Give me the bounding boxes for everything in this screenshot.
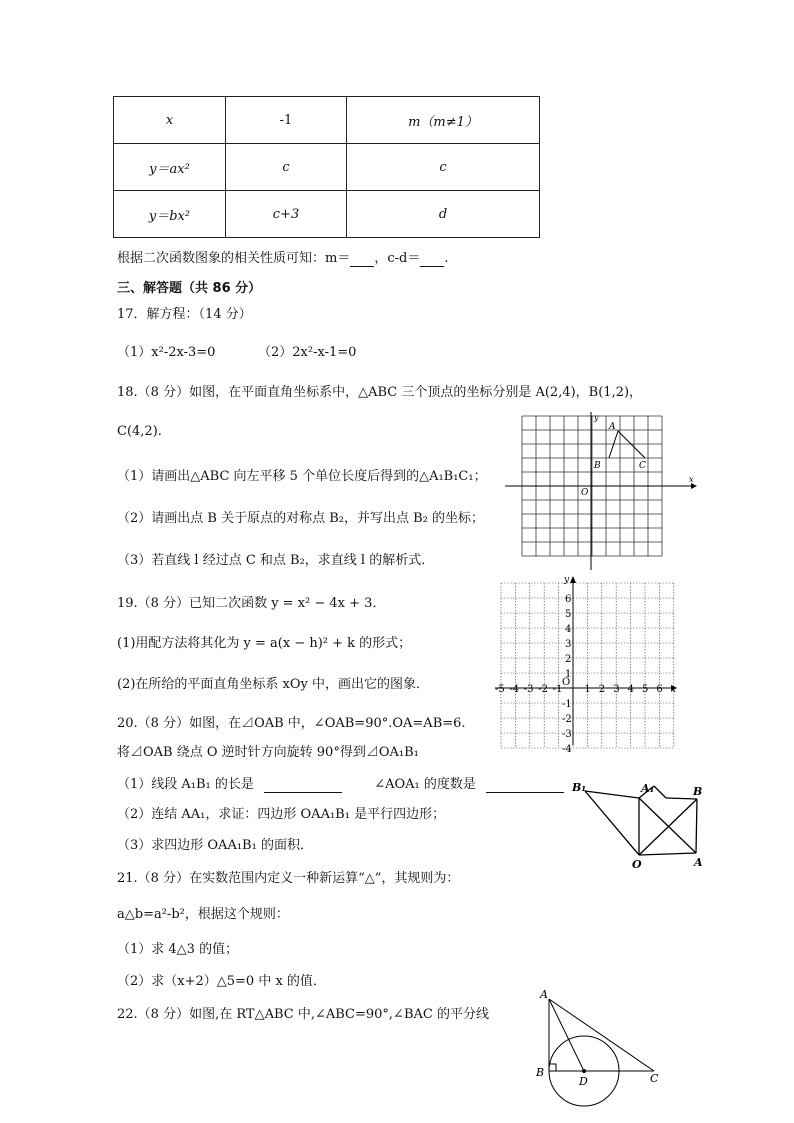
x-tick-label: 1 [584,684,591,695]
x-tick-label: 5 [642,684,649,695]
label-d: D [579,1075,588,1088]
q18-sub1: （1）请画出△ABC 向左平移 5 个单位长度后得到的△A₁B₁C₁； [117,469,487,484]
segment-top [666,798,697,799]
y-tick-label: -4 [562,744,572,755]
q20-sub3: （3）求四边形 OAA₁B₁ 的面积． [117,838,313,853]
y-axis-arrow [570,576,576,583]
y-tick-label: -2 [562,714,572,725]
label-c: C [639,461,646,471]
x-tick-label: 4 [627,684,634,695]
x-tick-label: -2 [538,684,548,695]
x-tick-label: -4 [509,684,520,695]
q21-line2: a△b=a²-b²，根据这个规则： [117,907,289,922]
y-tick-label: -1 [562,699,572,710]
table-cell: -1 [226,97,347,144]
segment-a1a [639,798,696,853]
label-c: C [650,1072,659,1085]
y-tick-label: -3 [562,729,572,740]
segment-b1o [585,791,639,855]
y-tick-label: 5 [565,609,572,620]
table-cell: c [347,144,540,191]
section-heading: 三、解答题（共 86 分） [117,281,262,296]
table-cell: y＝bx² [114,191,226,238]
answer-blank[interactable] [420,251,444,267]
label-b: B [693,785,703,798]
y-tick-label: 3 [565,639,572,650]
y-tick-label: 1 [565,669,572,680]
label-y: y [594,413,599,422]
label-a: A [609,422,616,432]
label-y: y [564,575,570,585]
q22-figure [532,985,672,1110]
q18-sub3: （3）若直线 l 经过点 C 和点 B₂，求直线 l 的解析式． [117,553,435,568]
label-a1: A₁ [641,782,655,795]
segment-b1a1 [585,791,639,798]
label-b: B [536,1066,545,1079]
q20-figure [568,778,718,870]
y-tick-label: 4 [565,624,572,635]
table-cell: y＝ax² [114,144,226,191]
label-origin: O [581,488,589,498]
q18-line2: C(4,2). [117,424,162,439]
label-a: A [694,856,703,869]
q17-title: 17．解方程：（14 分） [117,307,252,322]
label-x: x [689,475,694,484]
x-tick-label: 3 [613,684,620,695]
segment-oa [639,853,696,855]
right-angle-mark [549,1064,556,1071]
x-tick-label: -3 [523,684,534,695]
q20-line1: 20.（8 分）如图，在⊿OAB 中，∠OAB=90°.OA=AB=6. [117,716,466,731]
q20-sub2: （2）连结 AA₁，求证：四边形 OAA₁B₁ 是平行四边形； [117,807,446,822]
x-tick-label: -5 [495,684,505,695]
y-tick-label: 6 [565,594,572,605]
q22-line1: 22.（8 分）如图,在 RT△ABC 中,∠ABC=90°,∠BAC 的平分线 [117,1007,489,1022]
q19-sub1: (1)用配方法将其化为 y = a(x − h)² + k 的形式； [117,636,412,651]
q20-line2: 将⊿OAB 绕点 O 逆时针方向旋转 90°得到⊿OA₁B₁ [117,745,419,760]
q18-grid-figure [505,412,700,572]
q17-part1: （1）x²-2x-3=0 [117,345,216,360]
x-tick-label: -1 [552,684,563,695]
table-cell: d [347,191,540,238]
q18-line1: 18.（8 分）如图，在平面直角坐标系中，△ABC 三个顶点的坐标分别是 A(2,4)，B(1,2)， [117,385,643,400]
label-b: B [594,461,601,471]
x-tick-label: 2 [598,684,606,695]
label-x: x [671,685,677,695]
label-origin: O [562,677,571,688]
q19-line1: 19.（8 分）已知二次函数 y = x² − 4x + 3． [117,596,386,611]
table-cell: c [226,144,347,191]
q17-part2: （2）2x²-x-1=0 [258,345,357,360]
q21-sub1: （1）求 4△3 的值； [117,942,239,957]
segment-ac [549,999,654,1071]
table-cell: x [114,97,226,144]
answer-blank[interactable] [264,777,342,793]
segment-ab [696,799,697,853]
angle-bisector-ad [549,999,584,1071]
q21-line1: 21.（8 分）在实数范围内定义一种新运算“△”，其规则为： [117,871,460,886]
point-d [582,1069,586,1073]
answer-blank[interactable] [350,251,374,267]
y-tick-label: 2 [565,654,572,665]
q19-sub2: (2)在所给的平面直角坐标系 xOy 中，画出它的图象． [117,677,430,692]
q20-sub1: （1）线段 A₁B₁ 的长是 ∠AOA₁ 的度数是 [117,773,564,793]
table-cell: m（m≠1） [347,97,540,144]
label-o: O [632,858,642,871]
label-b1: B₁ [572,781,587,794]
segment-ob [639,799,697,855]
q18-sub2: （2）请画出点 B 关于原点的对称点 B₂，并写出点 B₂ 的坐标； [117,511,485,526]
q19-grid-figure [495,573,680,755]
value-table [113,96,540,238]
q21-sub2: （2）求（x+2）△5=0 中 x 的值． [117,974,326,989]
x-tick-label: 6 [656,684,663,695]
answer-blank[interactable] [486,777,564,793]
label-a: A [540,988,548,1001]
fill-in-line: 根据二次函数图象的相关性质可知：m＝ ，c-d＝ . [117,251,449,266]
table-cell: c+3 [226,191,347,238]
segment-tick [654,786,666,798]
triangle-abc [609,431,645,458]
